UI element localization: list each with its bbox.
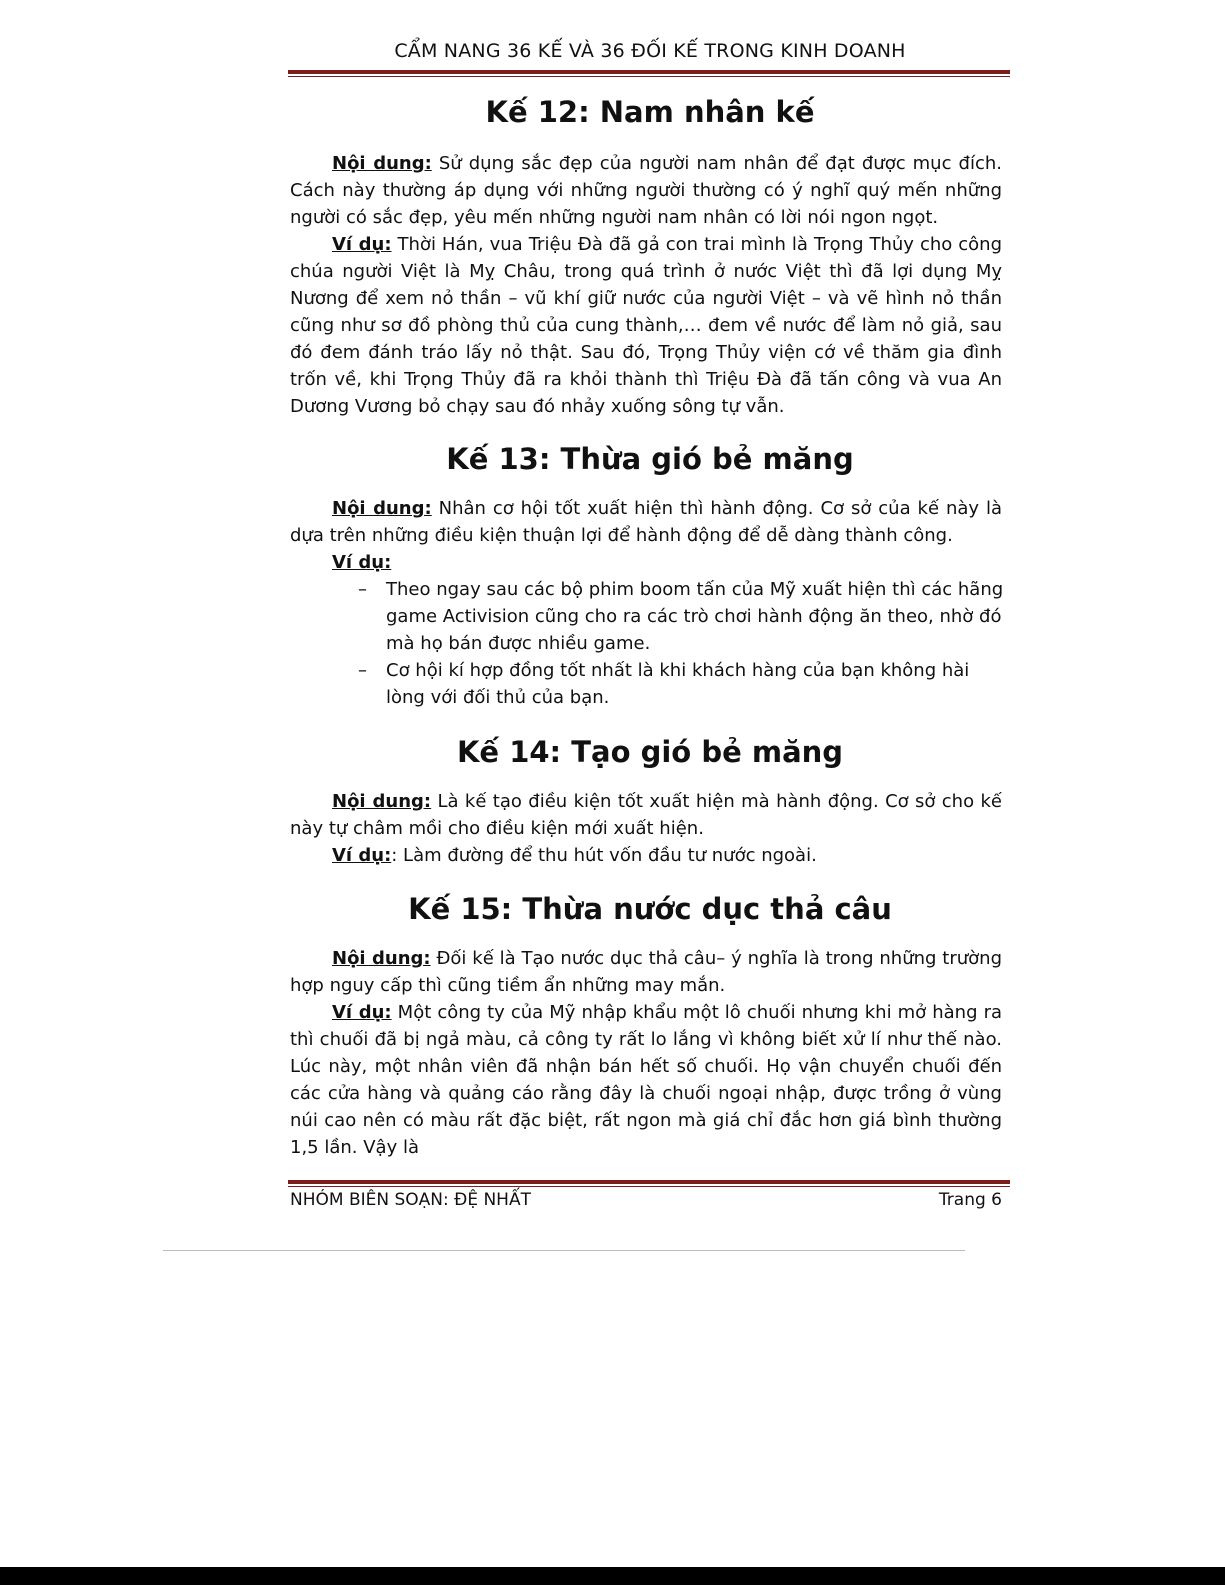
example-label: Ví dụ:: [332, 234, 392, 255]
section-14-content: [290, 788, 1002, 842]
section-13-content: [290, 495, 1002, 549]
section-15-example: [290, 999, 1002, 1161]
footer-page-number: Trang 6: [938, 1190, 1002, 1210]
content-text: Là kế tạo điều kiện tốt xuất hiện mà hành động. Cơ sở cho kế này tự châm mồi cho điều kiện mới xuất hiện.: [290, 791, 1002, 839]
section-14-example: [290, 842, 1002, 869]
content-text: Sử dụng sắc đẹp của người nam nhân để đạt được mục đích. Cách này thường áp dụng với những người thường có ý nghĩ quý mến những người có sắc đẹp, yêu mến những người nam nhân có lời nói ngon ngọt.: [290, 153, 1002, 228]
section-12-content: [290, 150, 1002, 231]
example-label: Ví dụ:: [332, 1002, 392, 1023]
example-text: : Làm đường để thu hút vốn đầu tư nước ngoài.: [391, 845, 817, 866]
list-item: [358, 657, 1008, 711]
bottom-bar: [0, 1567, 1225, 1585]
dash-bullet-icon: –: [358, 579, 367, 600]
footer-authors: NHÓM BIÊN SOẠN: ĐỆ NHẤT: [290, 1190, 531, 1210]
content-text: Đối kế là Tạo nước dục thả câu– ý nghĩa là trong những trường hợp nguy cấp thì cũng tiềm ẩn những may mắn.: [290, 948, 1002, 996]
list-item-text: Cơ hội kí hợp đồng tốt nhất là khi khách hàng của bạn không hài lòng với đối thủ của bạn.: [386, 660, 970, 708]
section-title-ke-15: Kế 15: Thừa nước dục thả câu: [408, 892, 892, 926]
example-label: Ví dụ:: [332, 552, 392, 573]
content-label: Nội dung:: [332, 791, 432, 812]
header-rule-thick: [288, 70, 1010, 74]
content-label: Nội dung:: [332, 498, 432, 519]
footer-rule-thick: [288, 1180, 1010, 1184]
list-item: [358, 576, 1008, 657]
dash-bullet-icon: –: [358, 660, 367, 681]
section-title-ke-14: Kế 14: Tạo gió bẻ măng: [456, 735, 844, 769]
page-separator: [163, 1250, 965, 1251]
content-label: Nội dung:: [332, 153, 432, 174]
section-15-content: [290, 945, 1002, 999]
section-13-example-label: [332, 549, 391, 576]
content-label: Nội dung:: [332, 948, 431, 969]
section-title-ke-13: Kế 13: Thừa gió bẻ măng: [446, 442, 854, 476]
page-header-title: CẨM NANG 36 KẾ VÀ 36 ĐỐI KẾ TRONG KINH DOANH: [394, 40, 906, 62]
list-item-text: Theo ngay sau các bộ phim boom tấn của Mỹ xuất hiện thì các hãng game Activision cũng cho ra các trò chơi hành động ăn theo, nhờ đó mà họ bán được nhiều game.: [386, 579, 1004, 654]
example-text: Một công ty của Mỹ nhập khẩu một lô chuối nhưng khi mở hàng ra thì chuối đã bị ngả màu, cả công ty rất lo lắng vì không biết xử lí như thế nào. Lúc này, một nhân viên đã nhận bán hết số chuối. Họ vận chuyển chuối đến các cửa hàng và quảng cáo rằng đây là chuối ngoại nhập, được trồng ở vùng núi cao nên có màu rất đặc biệt, rất ngon mà giá chỉ đắc hơn giá bình thường 1,5 lần. Vậy là: [290, 1002, 1002, 1158]
example-text: Thời Hán, vua Triệu Đà đã gả con trai mình là Trọng Thủy cho công chúa người Việt là Mỵ Châu, trong quá trình ở nước Việt thì đã lợi dụng Mỵ Nương để xem nỏ thần – vũ khí giữ nước của người Việt – và vẽ hình nỏ thần cũng như sơ đồ phòng thủ của cung thành,… đem về nước để làm nỏ giả, sau đó đem đánh tráo lấy nỏ thật. Sau đó, Trọng Thủy viện cớ về thăm gia đình trốn về, khi Trọng Thủy đã ra khỏi thành thì Triệu Đà đã tấn công và vua An Dương Vương bỏ chạy sau đó nhảy xuống sông tự vẫn.: [290, 234, 1002, 417]
example-label: Ví dụ:: [332, 845, 392, 866]
content-text: Nhân cơ hội tốt xuất hiện thì hành động. Cơ sở của kế này là dựa trên những điều kiện thuận lợi để hành động để dễ dàng thành công.: [290, 498, 1002, 546]
section-12-example: [290, 231, 1002, 420]
header-rule-thin: [288, 76, 1010, 77]
footer-rule-thin: [288, 1186, 1010, 1187]
section-title-ke-12: Kế 12: Nam nhân kế: [485, 95, 815, 129]
